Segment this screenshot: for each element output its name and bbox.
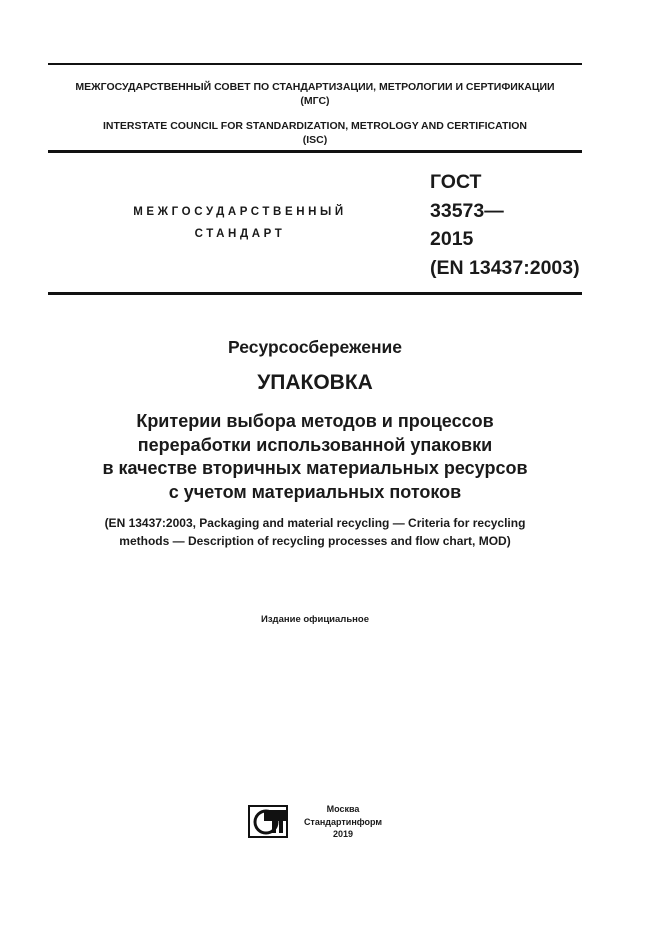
- top-rule: [48, 63, 582, 65]
- gost-designation: [430, 168, 580, 282]
- subject-heading: Ресурсосбережение: [227, 337, 403, 357]
- council-header: [48, 80, 582, 147]
- long-title-line: в качестве вторичных материальных ресурсов: [102, 458, 528, 478]
- council-ru-abbr: (МГС): [300, 95, 330, 107]
- council-en-abbr: (ISC): [302, 134, 328, 146]
- english-title: [48, 514, 582, 550]
- english-title-line: (EN 13437:2003, Packaging and material recycling — Criteria for recycling: [104, 516, 526, 530]
- standard-type: [100, 201, 380, 245]
- long-title-line: с учетом материальных потоков: [168, 481, 462, 502]
- standard-type-line2: СТАНДАРТ: [194, 228, 286, 240]
- gost-number: 33573—: [430, 199, 504, 222]
- gost-year: 2015: [430, 228, 474, 250]
- english-title-line: methods — Description of recycling processes and flow chart, MOD): [119, 534, 511, 548]
- long-title-line: Критерии выбора методов и процессов: [136, 411, 494, 431]
- main-title: УПАКОВКА: [257, 371, 373, 394]
- gost-en-reference: (EN 13437:2003): [430, 256, 580, 279]
- standartinform-logo-icon: [248, 805, 288, 838]
- long-title: [48, 410, 582, 504]
- publisher-info: [300, 803, 386, 841]
- standard-type-line1: МЕЖГОСУДАРСТВЕННЫЙ: [133, 206, 347, 218]
- long-title-line: переработки использованной упаковки: [137, 434, 493, 455]
- designation-rule: [48, 292, 582, 295]
- edition-note: Издание официальное: [261, 614, 369, 625]
- gost-label: ГОСТ: [430, 171, 482, 193]
- publisher-name: Стандартинформ: [303, 816, 383, 827]
- header-rule: [48, 150, 582, 153]
- council-ru-name: МЕЖГОСУДАРСТВЕННЫЙ СОВЕТ ПО СТАНДАРТИЗАЦИИ, МЕТРОЛОГИИ И СЕРТИФИКАЦИИ: [75, 81, 555, 93]
- publisher-year: 2019: [332, 829, 354, 839]
- council-en-name: INTERSTATE COUNCIL FOR STANDARDIZATION, METROLOGY AND CERTIFICATION: [102, 120, 528, 132]
- publisher-city: Москва: [326, 804, 360, 814]
